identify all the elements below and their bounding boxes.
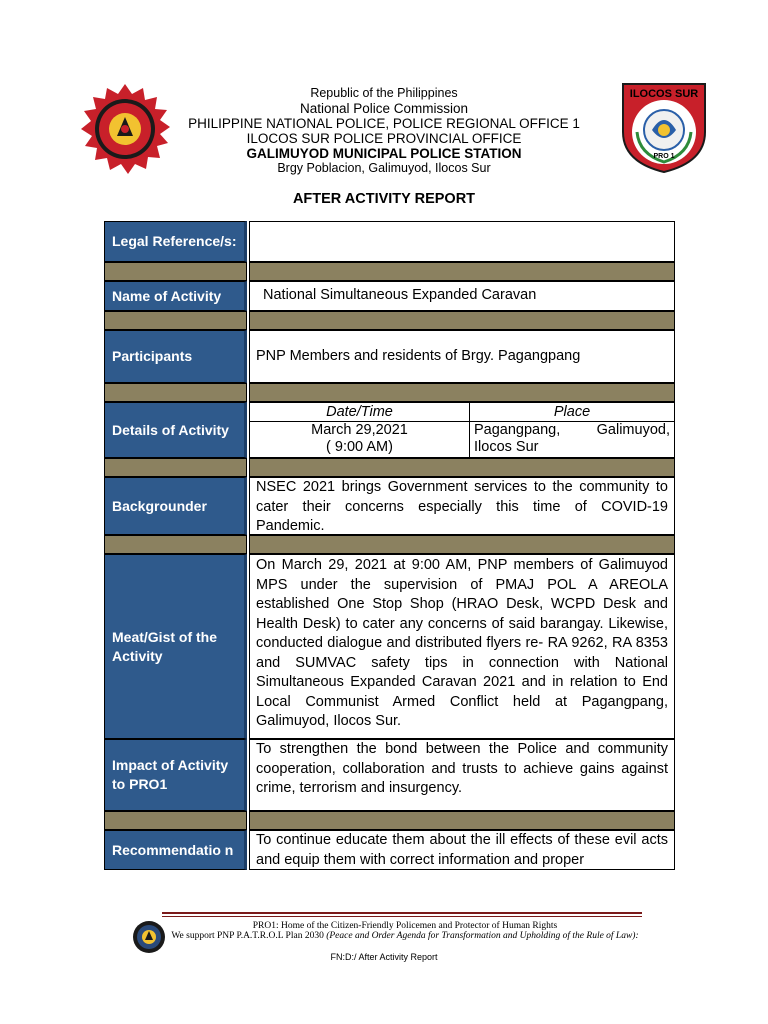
footer-patrol-plan-prefix: We support PNP P.A.T.R.O.L Plan 2030 [171, 931, 327, 941]
label-meat-gist: Meat/Gist of the Activity [104, 554, 247, 739]
value-impact: To strengthen the bond between the Police and community cooperation, collaboration and trusts to achieve gains against crime, terrorism and insurgency. [249, 739, 675, 811]
row-meat-gist [104, 554, 675, 739]
letterhead [150, 86, 618, 176]
value-participants: PNP Members and residents of Brgy. Pagangpang [249, 330, 675, 383]
details-header-datetime: Date/Time [249, 402, 470, 422]
separator-row [104, 262, 675, 281]
label-backgrounder: Backgrounder [104, 477, 247, 535]
details-datetime-cell [249, 421, 470, 458]
row-details-of-activity [104, 402, 675, 458]
label-details-of-activity: Details of Activity [104, 402, 247, 458]
row-participants [104, 330, 675, 383]
value-name-of-activity: National Simultaneous Expanded Caravan [249, 281, 675, 311]
separator-row [104, 535, 675, 554]
label-legal-reference: Legal Reference/s: [104, 221, 247, 262]
separator-row [104, 458, 675, 477]
details-date: March 29,2021 [311, 422, 408, 438]
ilocos-sur-ppo-badge-icon [619, 82, 709, 174]
details-subtable [249, 402, 675, 458]
value-recommendation: To continue educate them about the ill effects of these evil acts and equip them with correct information and proper [249, 830, 675, 870]
row-backgrounder [104, 477, 675, 535]
value-meat-gist: On March 29, 2021 at 9:00 AM, PNP members of Galimuyod MPS under the supervision of PMAJ POL A AREOLA established One Stop Shop (HRAO Desk, WCPD Desk and Health Desk) to cater any concerns of said barangay. Likewise, conducted dialogue and distributed flyers re- RA 9262, RA 8353 and SUMVAC safety tips in connection with National Simultaneous Expanded Caravan 2021 and in relation to End Local Communist Armed Conflict held at Pagangpang, Galimuyod, Ilocos Sur. [249, 554, 675, 739]
report-title: AFTER ACTIVITY REPORT [292, 191, 476, 207]
row-legal-reference [104, 221, 675, 262]
label-recommendation: Recommendatio n [104, 830, 247, 870]
letterhead-address: Brgy Poblacion, Galimuyod, Ilocos Sur [277, 161, 491, 175]
details-time: ( 9:00 AM) [326, 439, 393, 455]
separator-row [104, 311, 675, 330]
footer-rule [162, 912, 642, 914]
letterhead-ppo: ILOCOS SUR POLICE PROVINCIAL OFFICE [246, 131, 522, 146]
badge-banner-text: ILOCOS SUR [629, 88, 699, 100]
label-impact: Impact of Activity to PRO1 [104, 739, 247, 811]
footer-file-reference: FN:D:/ After Activity Report [330, 952, 438, 962]
label-participants: Participants [104, 330, 247, 383]
row-impact [104, 739, 675, 811]
footer-motto: PRO1: Home of the Citizen-Friendly Policemen and Protector of Human Rights [252, 921, 558, 931]
footer-patrol-plan [170, 931, 640, 941]
value-backgrounder: NSEC 2021 brings Government services to the community to cater their concerns especially this time of COVID-19 Pandemic. [249, 477, 675, 535]
details-header-place: Place [469, 402, 675, 422]
separator-row [104, 811, 675, 830]
label-name-of-activity: Name of Activity [104, 281, 247, 311]
pro1-seal-icon [132, 920, 166, 954]
letterhead-napolcom: National Police Commission [299, 101, 469, 116]
footer-rule-thin [162, 916, 642, 917]
value-legal-reference [249, 221, 675, 262]
letterhead-station: GALIMUYOD MUNICIPAL POLICE STATION [246, 146, 522, 161]
row-name-of-activity [104, 281, 675, 311]
footer-text [170, 921, 640, 941]
footer-patrol-plan-expansion: (Peace and Order Agenda for Transformation and Upholding of the Rule of Law): [326, 931, 639, 941]
details-place: Pagangpang, Galimuyod, Ilocos Sur [469, 421, 675, 458]
badge-unit-text: PRO 1 [653, 153, 675, 160]
separator-row [104, 383, 675, 402]
letterhead-republic: Republic of the Philippines [310, 86, 458, 100]
letterhead-pro1: PHILIPPINE NATIONAL POLICE, POLICE REGIONAL OFFICE 1 [188, 116, 580, 131]
row-recommendation [104, 830, 675, 870]
